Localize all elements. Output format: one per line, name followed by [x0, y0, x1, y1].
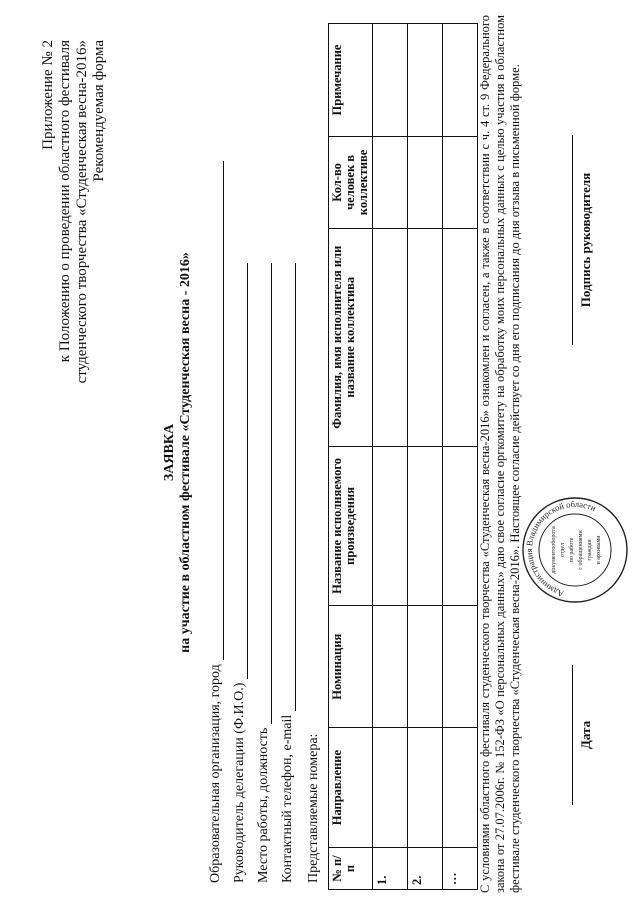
- cell-nomination[interactable]: [373, 606, 408, 728]
- row-number: …: [443, 848, 478, 890]
- annex-number: Приложение № 2: [40, 40, 56, 150]
- cell-nomination[interactable]: [408, 606, 443, 728]
- cell-work-title[interactable]: [443, 446, 478, 606]
- col-header-notes: Примечание: [329, 24, 373, 137]
- table-row: [373, 24, 408, 890]
- cell-notes[interactable]: [408, 24, 443, 137]
- field-workplace-line: [258, 263, 272, 724]
- col-header-nomination: Номинация: [329, 606, 373, 728]
- cell-count[interactable]: [408, 136, 443, 228]
- cell-notes[interactable]: [373, 24, 408, 137]
- stamp-ring-text: Администрация Владимирской области: [523, 498, 598, 600]
- stamp-center-line: и архивами: [596, 535, 602, 565]
- table-row: [443, 24, 478, 890]
- cell-work-title[interactable]: [408, 446, 443, 606]
- row-number: 1.: [373, 848, 408, 890]
- table-row: [408, 24, 443, 890]
- head-signature-label: Подпись руководителя: [578, 172, 593, 308]
- field-head-label: Руководитель делегации (Ф.И.О.): [232, 682, 247, 883]
- annex-form-type: Рекомендуемая форма: [91, 40, 107, 182]
- stamp-center-line: по работе: [569, 537, 575, 563]
- form-title-sub: на участие в областном фестивале «Студенческая весна - 2016»: [178, 252, 193, 653]
- stamp-center-line: с обращениями: [578, 530, 584, 570]
- field-contacts: [280, 263, 296, 883]
- annex-reference: к Положению о проведении областного фестиваля: [57, 40, 73, 363]
- entries-table: [328, 23, 478, 890]
- head-signature-line: [572, 135, 573, 345]
- cell-performer[interactable]: [373, 228, 408, 446]
- date-label: Дата: [578, 720, 593, 750]
- cell-direction[interactable]: [443, 728, 478, 848]
- field-workplace-label: Место работы, должность: [256, 727, 271, 883]
- col-header-work-title: Название исполняемого произведения: [329, 446, 373, 606]
- stamp-center-line: отдел: [560, 542, 566, 558]
- cell-performer[interactable]: [408, 228, 443, 446]
- official-stamp: [520, 495, 630, 605]
- annex-festival: студенческого творчества «Студенческая весна-2016»: [74, 40, 90, 384]
- cell-count[interactable]: [443, 136, 478, 228]
- cell-direction[interactable]: [373, 728, 408, 848]
- cell-count[interactable]: [373, 136, 408, 228]
- row-number: 2.: [408, 848, 443, 890]
- date-signature-line: [572, 665, 573, 805]
- stamp-center-line: граждан: [587, 539, 593, 561]
- table-header-row: [329, 24, 373, 890]
- field-head: [232, 263, 248, 883]
- cell-notes[interactable]: [443, 24, 478, 137]
- numbers-label: Представляемые номера:: [306, 733, 321, 883]
- field-workplace: [256, 263, 272, 883]
- field-organization: [208, 161, 224, 883]
- col-header-number: № п/п: [329, 848, 373, 890]
- field-contacts-label: Контактный телефон, e-mail: [280, 714, 295, 883]
- field-head-line: [234, 263, 248, 679]
- cell-work-title[interactable]: [373, 446, 408, 606]
- stamp-center-line: документооборота: [551, 526, 557, 574]
- col-header-count: Кол-во человек в коллективе: [329, 136, 373, 228]
- field-organization-line: [210, 161, 224, 660]
- col-header-performer: Фамилия, имя исполнителя или название коллектива: [329, 228, 373, 446]
- form-title: [162, 0, 194, 905]
- field-organization-label: Образовательная организация, город: [208, 664, 223, 883]
- consent-text: С условиями областного фестиваля студенческого творчества «Студенческая весна-2016» ознакомлен и согласен, а также в соответствии с ч. 4 ст. 9 Федерального закона от 27.07.2006г. № 152-ФЗ «О персональных данных» даю свое согласие оргкомитету на обработку моих персональных данных с целью участия в областном фестивале студенческого творчества «Студенческая весна-2016». Настоящее согласие действует со дня его подписания до дня отзыва в письменной форме.: [478, 15, 522, 893]
- cell-nomination[interactable]: [443, 606, 478, 728]
- annex-header: [40, 40, 108, 460]
- cell-performer[interactable]: [443, 228, 478, 446]
- cell-direction[interactable]: [408, 728, 443, 848]
- form-title-main: ЗАЯВКА: [162, 423, 177, 482]
- col-header-direction: Направление: [329, 728, 373, 848]
- field-contacts-line: [282, 263, 296, 711]
